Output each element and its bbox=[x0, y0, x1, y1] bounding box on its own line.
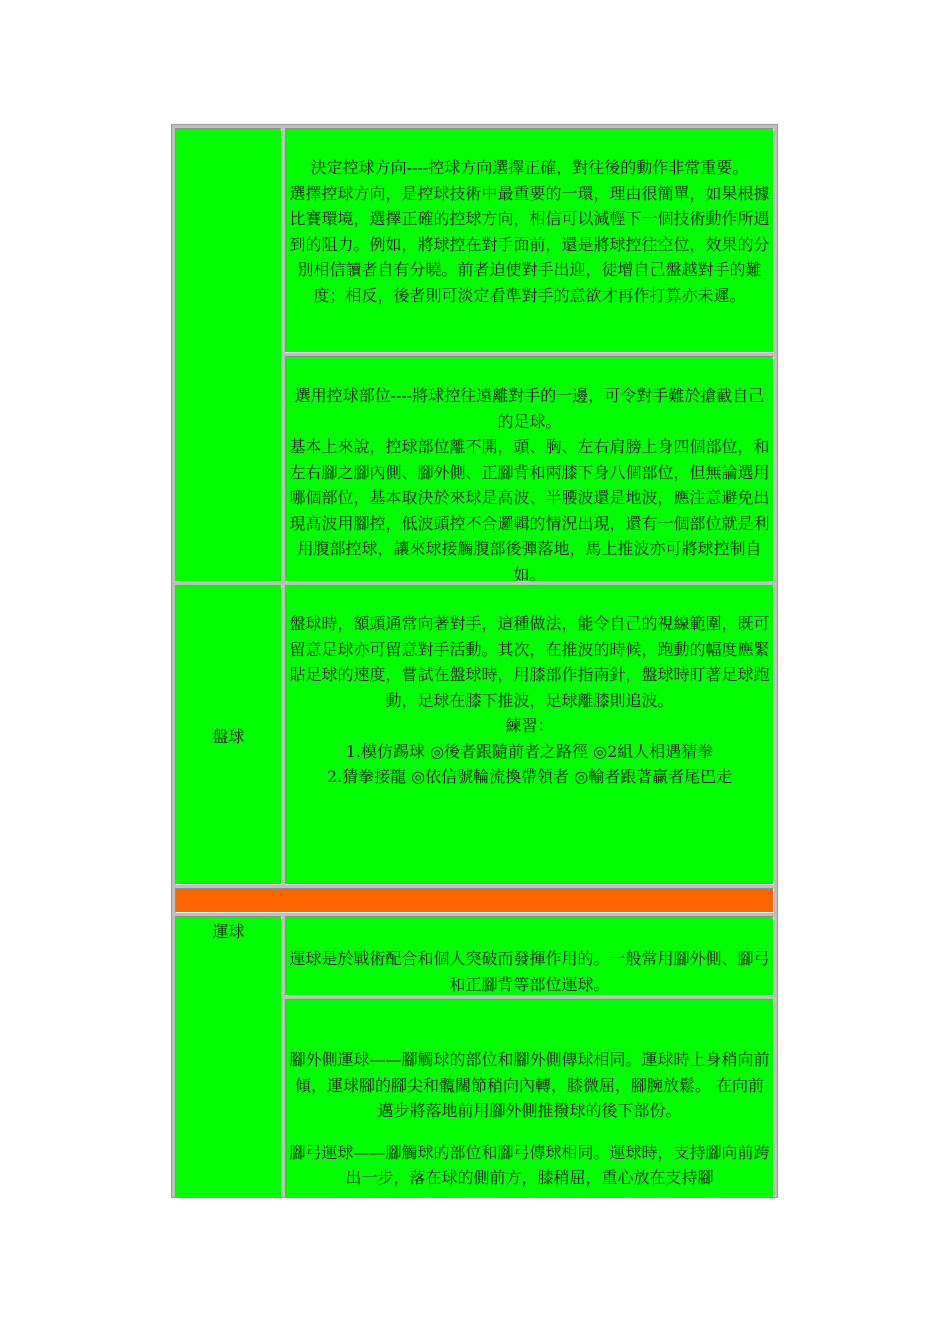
dribbling-content-cell bbox=[285, 585, 774, 885]
carrying-intro: 運球是於戰術配合和個人突破而發揮作用的。一般常用腳外側、腳弓和正腳背等部位運球。 bbox=[289, 949, 770, 994]
carrying-outside: 腳外側運球——腳觸球的部位和腳外側傳球相同。運球時上身稍向前傾，運球腳的腳尖和髖關節稍向內轉，膝微屈，腳腕放鬆。 在向前邁步將落地前用腳外側推撥球的後下部份。 bbox=[289, 1050, 770, 1120]
control-direction-title: 決定控球方向----控球方向選擇正確，對往後的動作非常重要。 bbox=[310, 158, 749, 177]
row1-label-cell bbox=[175, 128, 282, 582]
carrying-inside: 腳弓運球——腳觸球的部位和腳弓傳球相同。運球時，支持腳向前跨出一步，落在球的側前方，膝稍屈，重心放在支持腳 bbox=[289, 1142, 770, 1187]
carrying-label-cell bbox=[175, 916, 282, 1198]
carrying-label: 運球 bbox=[212, 922, 245, 941]
carrying-intro-cell bbox=[285, 916, 774, 996]
control-part-cell bbox=[285, 356, 774, 582]
separator-row bbox=[175, 888, 774, 913]
control-part-title: 選用控球部位----將球控往遠離對手的一邊，可令對手難於搶截自己的足球。 bbox=[294, 386, 765, 431]
dribbling-label-cell bbox=[175, 585, 282, 885]
control-direction-cell bbox=[285, 128, 774, 353]
dribbling-practice-line1: 1.模仿踢球 ◎後者跟隨前者之路徑 ◎2組人相遇猜拳 bbox=[345, 741, 714, 761]
carrying-detail-cell bbox=[285, 999, 774, 1198]
dribbling-label: 盤球 bbox=[212, 727, 245, 746]
dribbling-practice-line2: 2.猜拳接龍 ◎依信號輪流換帶領者 ◎輸者跟著贏者尾巴走 bbox=[326, 767, 733, 786]
control-direction-body: 選擇控球方向，是控球技術中最重要的一環，理由很簡單，如果根據比賽環境，選擇正確的控球方向，相信可以減輕下一個技術動作所遇到的阻力。例如，將球控在對手面前，還是將球控往空位，效果的分別相信讀者自有分曉。前者迫使對手出迎，徒增自己盤越對手的難度；相反，後者則可淡定看準對手的意欲才再作打算亦未遲。 bbox=[289, 183, 770, 305]
dribbling-body: 盤球時，額頭通常向著對手，這種做法，能令自己的視線範圍，既可留意足球亦可留意對手活動。其次，在推波的時候，跑動的幅度應緊貼足球的速度，嘗試在盤球時，用膝部作指南針，盤球時盯著足球跑動，足球在膝下推波，足球離膝則追波。 bbox=[289, 614, 770, 710]
content-table bbox=[171, 124, 778, 1198]
dribbling-practice-title: 練習： bbox=[505, 716, 554, 735]
control-part-body: 基本上來說，控球部位離不開，頭、胸、左右肩膀上身四個部位，和左右腳之腳內側、腳外側、正腳背和兩膝下身八個部位，但無論選用哪個部位，基本取決於來球是高波、半腰波還是地波，應注意避免出現高波用腳控，低波頭控不合邏輯的情況出現，還有一個部位就是利用腹部控球，讓來球接觸腹部後彈落地，馬上推波亦可將球控制自如。 bbox=[289, 437, 770, 584]
